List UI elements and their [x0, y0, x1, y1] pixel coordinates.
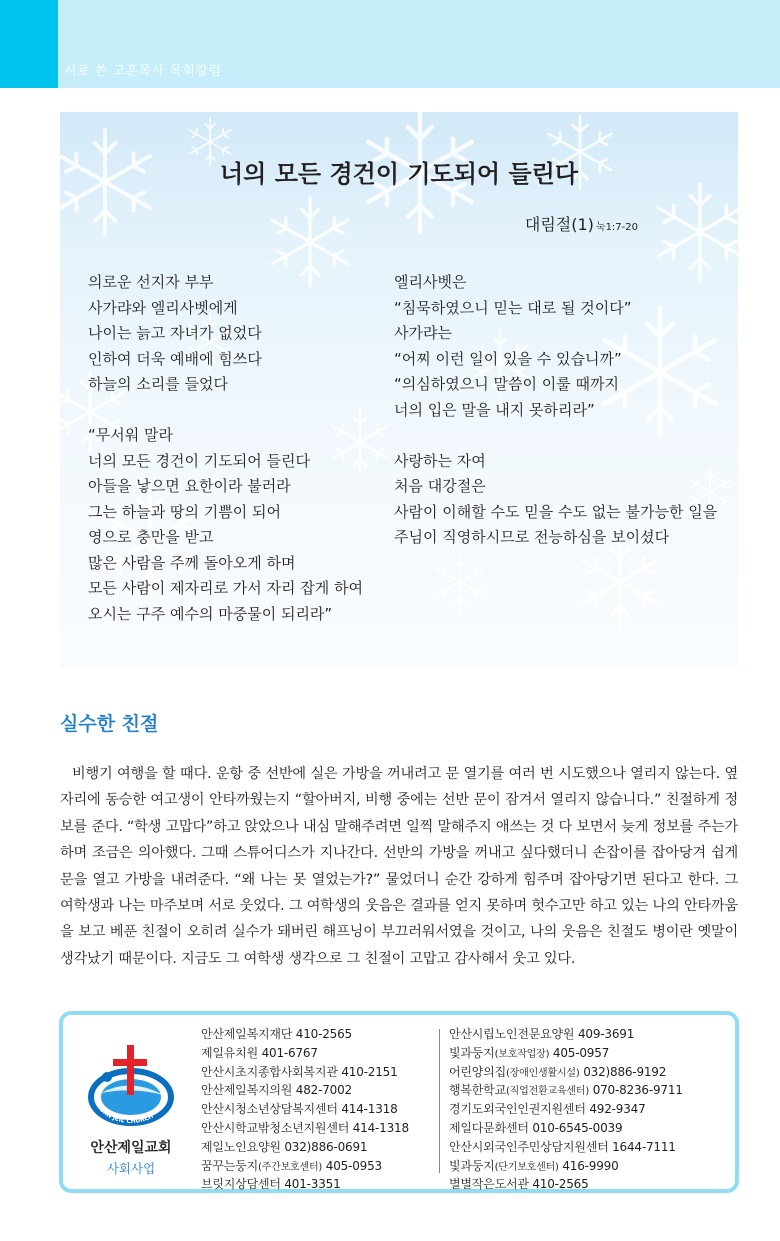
directory-entry: 빛과둥지(단기보호센터) 416-9990	[449, 1158, 619, 1173]
poem-line: 사랑하는 자여	[394, 451, 486, 470]
poem-line: 모든 사람이 제자리로 가서 자리 잡게 하여	[88, 579, 363, 597]
directory-entry: 안산시청소년상담복지센터 414-1318	[201, 1102, 398, 1117]
church-logo-icon	[71, 1035, 191, 1135]
poem-line: 하늘의 소리를 들었다	[88, 375, 228, 393]
poem-line: 나이는 늙고 자녀가 없었다	[88, 324, 262, 342]
poem-line: 그는 하늘과 땅의 기쁨이 되어	[88, 502, 281, 521]
footer-directory	[59, 1011, 739, 1193]
poem-line: “의심하였으니 말씀이 이룰 때까지	[394, 375, 619, 393]
poem-stanza	[88, 423, 363, 627]
directory-entry: 안산시외국인주민상담지원센터 1644-7111	[449, 1139, 676, 1154]
directory-column-2	[449, 1026, 683, 1195]
directory-entry: 안산제일복지재단 410-2565	[201, 1027, 352, 1041]
org-sub: 사회사업	[106, 1161, 156, 1176]
poem-line: 너의 모든 경건이 기도되어 들린다	[88, 451, 310, 470]
poem-stanza	[394, 449, 717, 551]
directory-entry: 안산제일복지의원 482-7002	[201, 1083, 352, 1098]
poem-subtitle	[525, 212, 638, 235]
poem-line: “어찌 이런 일이 있을 수 있습니까”	[394, 349, 622, 368]
poem-title: 너의 모든 경건이 기도되어 들린다	[220, 160, 578, 188]
directory-entry: 제일노인요양원 032)886-0691	[201, 1139, 368, 1154]
essay-body: 비행기 여행을 할 때다. 운항 중 선반에 실은 가방을 꺼내려고 문 열기를 여러 번 시도했으나 열리지 않는다. 옆자리에 동승한 여고생이 안타까웠는지 “할아버지, 비행 중에는 선반 문이 잠겨서 열리지 않습니다.” 친절하게 정보를 준다. “학생 고맙다”하고 앉았으나 내심 말해주려면 일찍 말해주지 애쓰는 것 다 보면서 늦게 정보를 주는가하며 조금은 의아했다. 그때 스튜어디스가 지나간다. 선반의 가방을 꺼내고 싶다했더니 손잡이를 잡아당겨 쉽게 문을 열고 가방을 내려준다. “왜 나는 못 열었는가?” 물었더니 순간 강하게 힘주며 잡아당기면 된다고 한다. 그 여학생과 나는 마주보며 서로 웃었다. 그 여학생의 웃음은 결과를 얻지 못하며 헛수고만 하고 있는 나의 안타까움을 보고 베푼 친절이 오히려 실수가 돼버린 해프닝이 부끄러워서였을 것이고, 나의 웃음은 친절도 병이란 옛말이 생각났기 때문이다. 지금도 그 여학생 생각으로 그 친절이 고맙고 감사해서 웃고 있다.	[60, 766, 738, 967]
poem-line: 인하여 더욱 예배에 힘쓰다	[88, 349, 262, 368]
poem-line: “침묵하였으니 믿는 대로 될 것이다”	[394, 298, 632, 317]
directory-entry: 꿈꾸는둥지(주간보호센터) 405-0953	[201, 1158, 382, 1173]
poem-column-right	[394, 270, 717, 576]
poem-stanza	[394, 270, 717, 423]
poem-line: 많은 사람을 주께 돌아오게 하며	[88, 553, 296, 572]
directory-entry: 브릿지상담센터 401-3351	[201, 1177, 341, 1192]
directory-entry: 행복한학교(직업전환교육센터) 070-8236-9711	[449, 1083, 683, 1098]
org-name: 안산제일교회	[90, 1140, 172, 1156]
directory-column-1	[201, 1026, 409, 1195]
directory-entry: 안산시학교밖청소년지원센터 414-1318	[201, 1120, 409, 1135]
directory-entry: 별별작은도서관 410-2565	[449, 1177, 589, 1192]
directory-divider	[439, 1029, 440, 1173]
logo-arc-text: ANSAN JEIL CHURCH	[92, 1099, 155, 1126]
header-accent-bar	[0, 0, 58, 88]
header-band	[0, 0, 780, 88]
directory-entry: 안산시초지종합사회복지관 410-2151	[201, 1064, 398, 1079]
poem-box	[60, 112, 738, 668]
directory-entry: 경기도외국인인권지원센터 492-9347	[449, 1102, 646, 1117]
directory-entry: 빛과둥지(보호작업장) 405-0957	[449, 1045, 610, 1060]
poem-line: 영으로 충만을 받고	[88, 528, 214, 546]
poem-line: 처음 대강절은	[394, 477, 486, 495]
poem-line: 사람이 이해할 수도 믿을 수도 없는 불가능한 일을	[394, 502, 718, 521]
poem-line: 사가랴는	[394, 324, 452, 342]
poem-line: 엘리사벳은	[394, 273, 467, 291]
poem-line: 주님이 직영하시므로 전능하심을 보이셨다	[394, 528, 670, 546]
poem-line: 너의 입은 말을 내지 못하리라”	[394, 400, 595, 419]
directory-entry: 어린양의집(장애인생활시설) 032)886-9192	[449, 1064, 667, 1079]
poem-line: 오시는 구주 예수의 마중물이 되리라”	[88, 604, 333, 623]
poem-column-left	[88, 270, 363, 653]
directory-entry: 제일유치원 401-6767	[201, 1045, 318, 1060]
poem-season: 대림절(1)	[524, 215, 594, 234]
poem-line: 의로운 선지자 부부	[88, 273, 214, 291]
poem-line: 사가랴와 엘리사벳에게	[88, 298, 238, 317]
poem-line: 아들을 낳으면 요한이라 불러라	[88, 477, 291, 495]
church-logo	[71, 1035, 191, 1185]
directory-entry: 안산시립노인전문요양원 409-3691	[449, 1027, 635, 1041]
poem-stanza	[88, 270, 363, 398]
section-label: 시로 쓴 고훈목사 목회칼럼	[64, 64, 222, 79]
scripture-reference: 눅1:7-20	[595, 222, 638, 233]
directory-entry: 제일다문화센터 010-6545-0039	[449, 1120, 623, 1135]
essay-title: 실수한 친절	[60, 713, 159, 735]
poem-line: “무서워 말라	[88, 426, 173, 444]
